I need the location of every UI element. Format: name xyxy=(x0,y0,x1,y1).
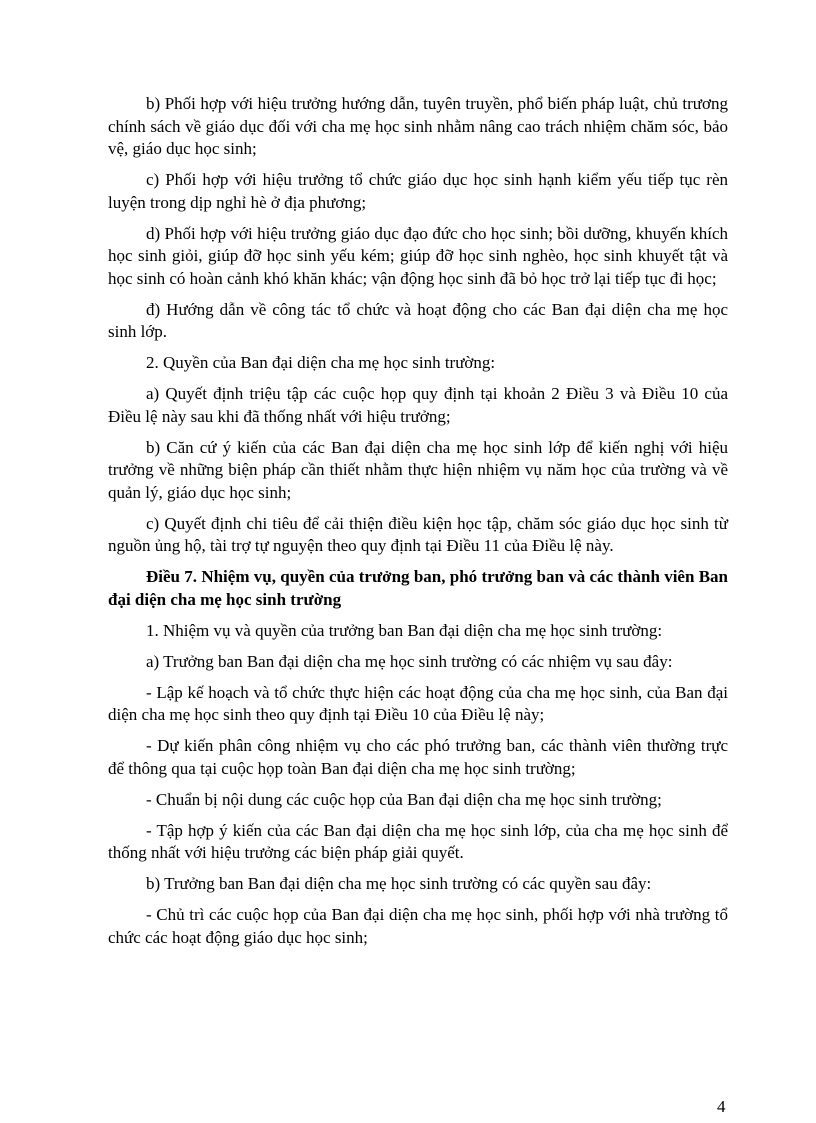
paragraph: a) Quyết định triệu tập các cuộc họp quy định tại khoản 2 Điều 3 và Điều 10 của Điều lệ này sau khi đã thống nhất với hiệu trưởng; xyxy=(108,384,728,426)
paragraph: 1. Nhiệm vụ và quyền của trưởng ban Ban đại diện cha mẹ học sinh trường: xyxy=(146,620,663,640)
paragraph: b) Trưởng ban Ban đại diện cha mẹ học sinh trường có các quyền sau đây: xyxy=(146,874,652,893)
paragraph: c) Phối hợp với hiệu trưởng tổ chức giáo dục học sinh hạnh kiểm yếu tiếp tục rèn luyện trong dịp nghỉ hè ở địa phương; xyxy=(108,170,728,212)
paragraph: b) Phối hợp với hiệu trưởng hướng dẫn, tuyên truyền, phổ biến pháp luật, chủ trương chính sách về giáo dục đối với cha mẹ học sinh nhằm nâng cao trách nhiệm chăm sóc, bảo vệ, giáo dục học sinh; xyxy=(108,94,728,158)
paragraph: - Chủ trì các cuộc họp của Ban đại diện cha mẹ học sinh, phối hợp với nhà trường tổ chức các hoạt động giáo dục học sinh; xyxy=(108,905,728,947)
document-body xyxy=(108,93,728,958)
paragraph: c) Quyết định chi tiêu để cải thiện điều kiện học tập, chăm sóc giáo dục học sinh từ nguồn ủng hộ, tài trợ tự nguyện theo quy định tại Điều 11 của Điều lệ này. xyxy=(108,513,728,555)
paragraph: - Dự kiến phân công nhiệm vụ cho các phó trưởng ban, các thành viên thường trực để thông qua tại cuộc họp toàn Ban đại diện cha mẹ học sinh trường; xyxy=(108,736,728,778)
paragraph: d) Phối hợp với hiệu trưởng giáo dục đạo đức cho học sinh; bồi dưỡng, khuyến khích học sinh giỏi, giúp đỡ học sinh yếu kém; giúp đỡ học sinh nghèo, học sinh khuyết tật và học sinh có hoàn cảnh khó khăn khác; vận động học sinh đã bỏ học trở lại tiếp tục đi học; xyxy=(108,223,728,288)
paragraph: - Lập kế hoạch và tổ chức thực hiện các hoạt động của cha mẹ học sinh, của Ban đại diện cha mẹ học sinh theo quy định tại Điều 10 của Điều lệ này; xyxy=(108,682,728,724)
paragraph: b) Căn cứ ý kiến của các Ban đại diện cha mẹ học sinh lớp để kiến nghị với hiệu trưởng về những biện pháp cần thiết nhằm thực hiện nhiệm vụ năm học của trường và về quản lý, giáo dục học sinh; xyxy=(108,437,728,502)
page-number: 4 xyxy=(717,1097,726,1116)
paragraph: - Chuẩn bị nội dung các cuộc họp của Ban đại diện cha mẹ học sinh trường; xyxy=(146,789,662,809)
article-heading: Điều 7. Nhiệm vụ, quyền của trưởng ban, phó trưởng ban và các thành viên Ban đại diện cha mẹ học sinh trường xyxy=(108,567,728,609)
paragraph: - Tập hợp ý kiến của các Ban đại diện cha mẹ học sinh lớp, của cha mẹ học sinh để thống nhất với hiệu trưởng các biện pháp giải quyết. xyxy=(108,820,728,862)
paragraph: 2. Quyền của Ban đại diện cha mẹ học sinh trường: xyxy=(146,353,496,372)
paragraph: đ) Hướng dẫn về công tác tổ chức và hoạt động cho các Ban đại diện cha mẹ học sinh lớp. xyxy=(108,299,728,341)
paragraph: a) Trưởng ban Ban đại diện cha mẹ học sinh trường có các nhiệm vụ sau đây: xyxy=(146,651,673,671)
